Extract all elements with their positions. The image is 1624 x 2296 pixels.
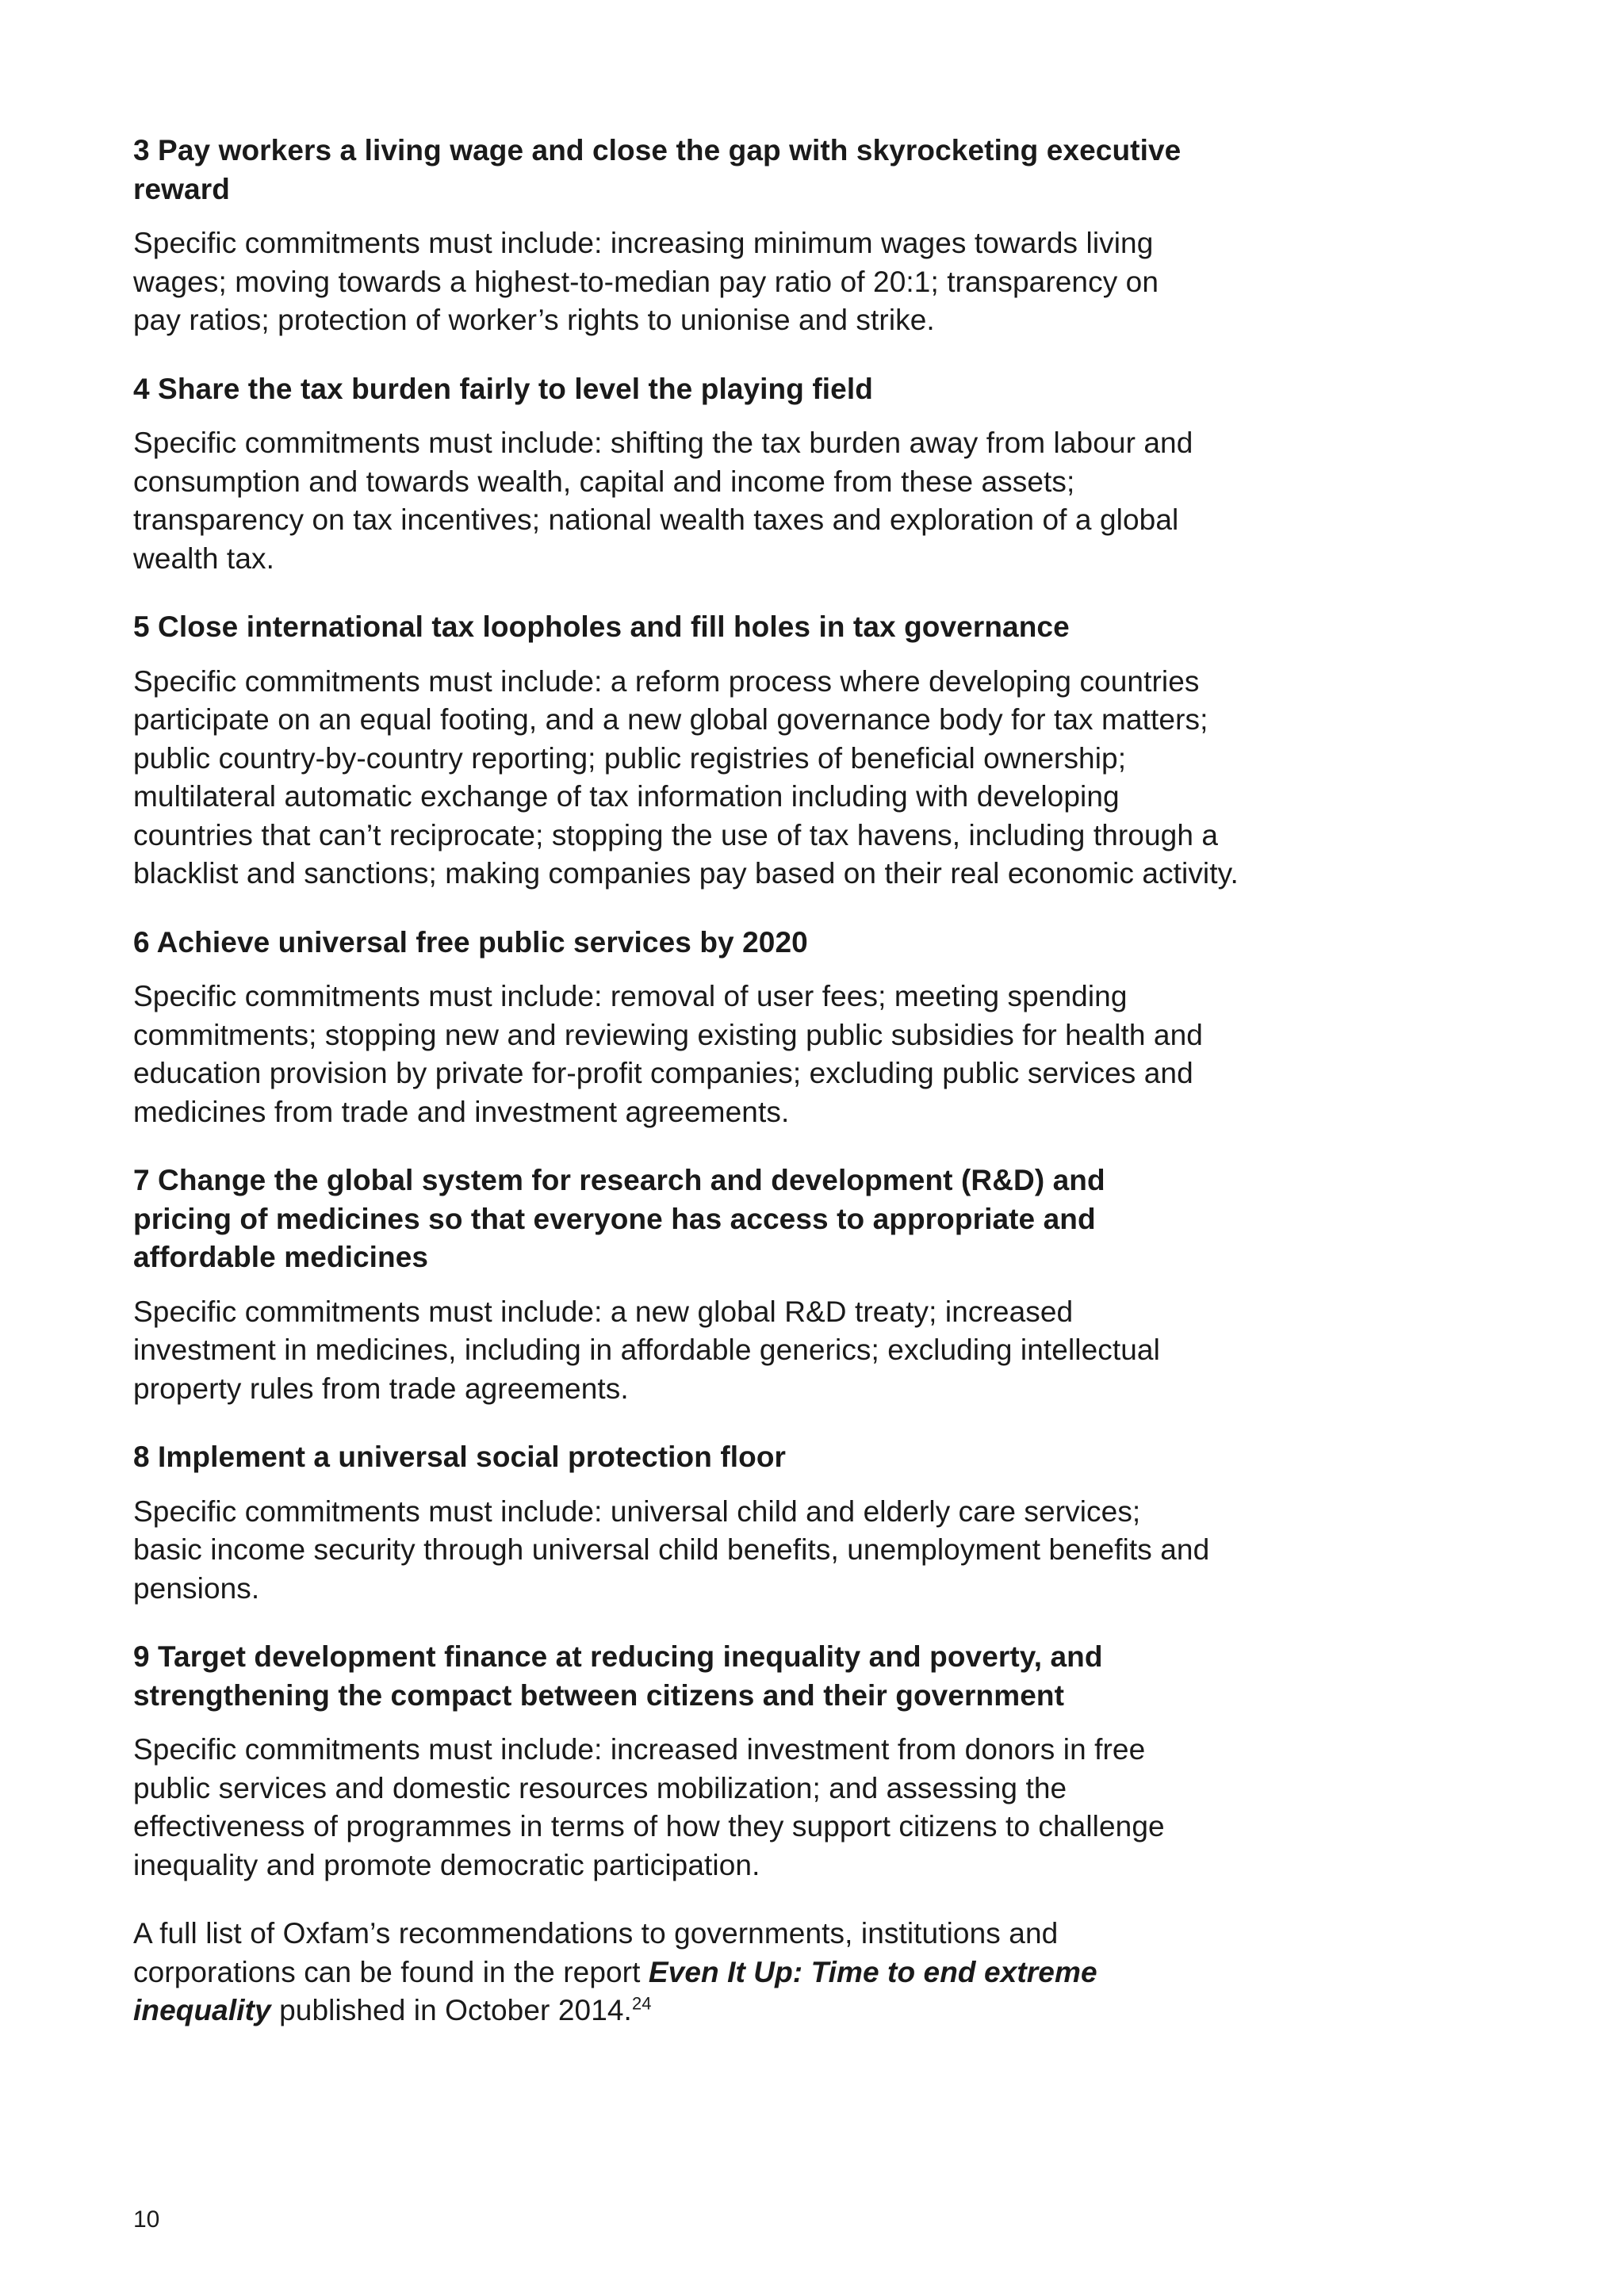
section-5 — [133, 608, 1243, 894]
section-heading: 3 Pay workers a living wage and close the gap with skyrocketing executive reward — [133, 134, 1182, 205]
section-3 — [133, 132, 1243, 340]
section-heading: 5 Close international tax loopholes and fill holes in tax governance — [133, 610, 1070, 643]
main-content — [133, 132, 1243, 2061]
report-title: Even It Up: Time to end extreme inequality — [133, 1955, 1097, 2026]
section-body: Specific commitments must include: shifting the tax burden away from labour and consumption and towards wealth, capital and income from these assets; transparency on tax incentives; national wealth taxes and exploration of a global wealth tax. — [133, 427, 1193, 575]
footnote-reference: 24 — [631, 1993, 652, 2014]
section-body: Specific commitments must include: increasing minimum wages towards living wages; moving towards a highest-to-median pay ratio of 20:1; transparency on pay ratios; protection of worker’s rights to unionise and strike. — [133, 227, 1159, 336]
closing-paragraph — [133, 1915, 1188, 2030]
section-body: Specific commitments must include: removal of user fees; meeting spending commitments; stopping new and reviewing existing public subsidies for health and education provision by private for-profit companies; excluding public services and medicines from trade and investment agreements. — [133, 980, 1203, 1128]
section-heading: 9 Target development finance at reducing inequality and poverty, and strengthening the compact between citizens and their government — [133, 1640, 1103, 1712]
closing-text: A full list of Oxfam’s recommendations to governments, institutions and corporations can be found in the report — [133, 1917, 1059, 1988]
section-body: Specific commitments must include: increased investment from donors in free public services and domestic resources mobilization; and assessing the effectiveness of programmes in terms of how they support citizens to challenge inequality and promote democratic participation. — [133, 1733, 1165, 1881]
section-9 — [133, 1638, 1243, 1885]
section-body: Specific commitments must include: a new global R&D treaty; increased investment in medicines, including in affordable generics; excluding intellectual property rules from trade agreements. — [133, 1295, 1160, 1405]
section-heading: 6 Achieve universal free public services by 2020 — [133, 925, 808, 959]
section-4 — [133, 370, 1243, 579]
section-8 — [133, 1438, 1243, 1608]
page-number: 10 — [133, 2206, 160, 2233]
section-heading: 8 Implement a universal social protection floor — [133, 1441, 787, 1473]
closing-text-end: published in October 2014. — [270, 1994, 632, 2026]
section-body: Specific commitments must include: a reform process where developing countries participate on an equal footing, and a new global governance body for tax matters; public country-by-country reporting; public registries of beneficial ownership; multilateral automatic exchange of tax information including with developing countries that can’t reciprocate; stopping the use of tax havens, including through a blacklist and sanctions; making companies pay based on their real economic activity. — [133, 664, 1239, 890]
section-6 — [133, 924, 1243, 1132]
section-heading: 7 Change the global system for research and development (R&D) and pricing of medicines so that everyone has access to appropriate and affordable medicines — [133, 1164, 1105, 1273]
section-7 — [133, 1161, 1243, 1408]
section-heading: 4 Share the tax burden fairly to level the playing field — [133, 372, 873, 405]
section-body: Specific commitments must include: universal child and elderly care services; basic income security through universal child benefits, unemployment benefits and pensions. — [133, 1494, 1210, 1605]
